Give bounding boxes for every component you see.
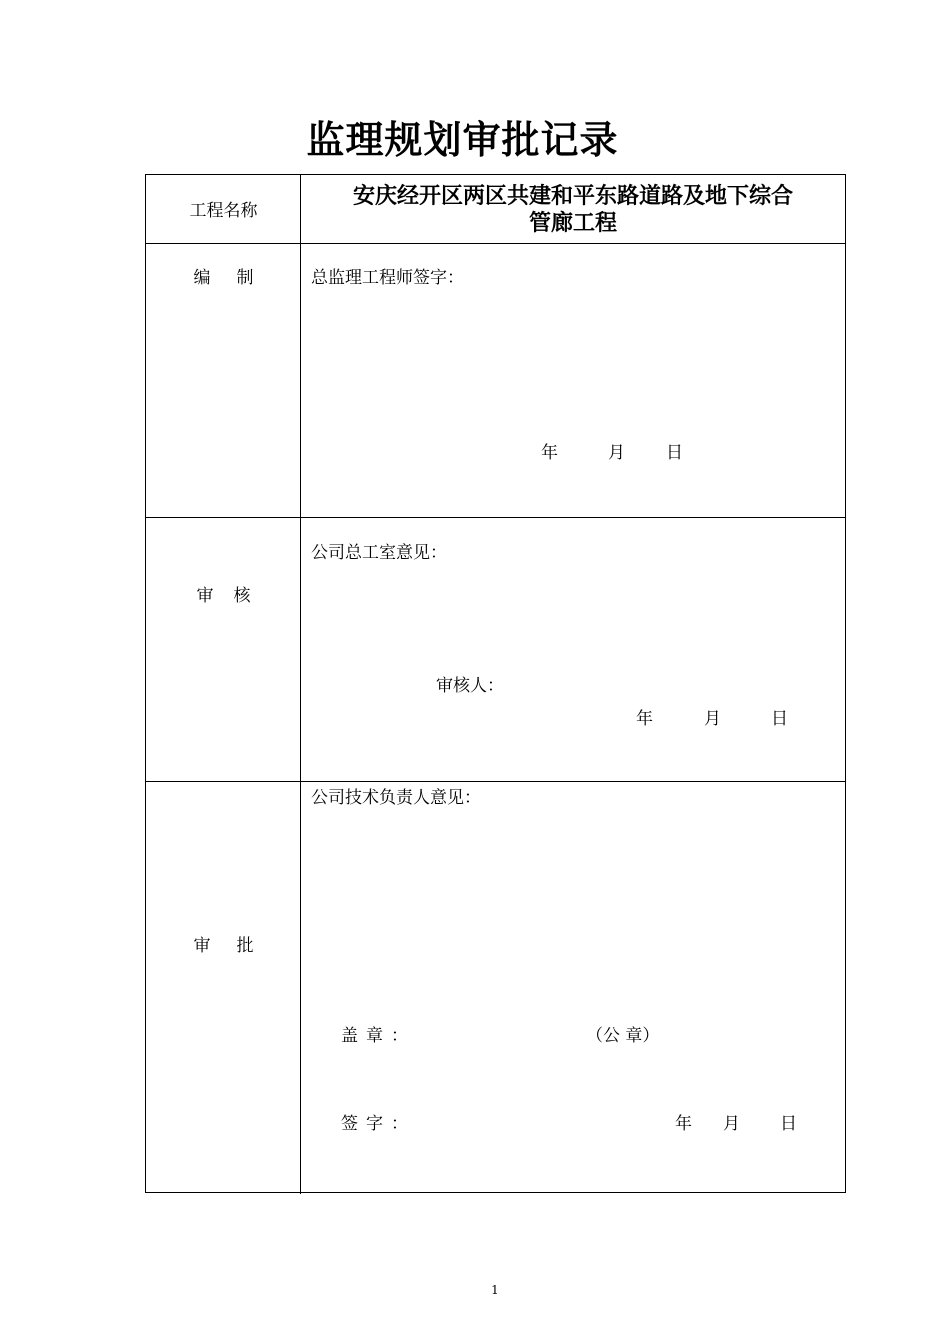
compile-row <box>146 244 845 518</box>
review-date-month: 月 <box>704 709 721 729</box>
review-content-cell <box>301 518 845 781</box>
approve-content-cell <box>301 782 845 1194</box>
approve-date-day: 日 <box>780 1114 797 1134</box>
compile-label: 编制 <box>193 268 280 288</box>
review-date-year: 年 <box>636 709 653 729</box>
review-row <box>146 518 845 782</box>
project-name-cell <box>301 175 845 243</box>
seal-label: 盖章： <box>341 1026 416 1046</box>
sign-label: 签字： <box>341 1114 416 1134</box>
project-name-row <box>146 175 845 244</box>
compile-content-cell <box>301 244 845 517</box>
compile-label-cell <box>146 244 301 517</box>
compile-date-year: 年 <box>541 443 558 463</box>
page-number: 1 <box>491 1283 499 1297</box>
approve-row <box>146 782 845 1194</box>
approve-date-month: 月 <box>723 1114 740 1134</box>
project-name <box>301 183 845 237</box>
approval-form-table <box>145 174 846 1193</box>
review-label-cell <box>146 518 301 781</box>
company-seal-placeholder: （公 章） <box>586 1026 660 1046</box>
document-title: 监理规划审批记录 <box>306 118 619 162</box>
review-label: 审核 <box>196 586 271 606</box>
compile-date-day: 日 <box>666 443 683 463</box>
project-name-line1: 安庆经开区两区共建和平东路道路及地下综合 <box>352 184 793 209</box>
project-label: 工程名称 <box>189 201 258 221</box>
project-label-cell <box>146 175 301 243</box>
tech-lead-opinion-prompt: 公司技术负责人意见： <box>311 788 481 808</box>
chief-office-opinion-prompt: 公司总工室意见： <box>311 543 447 563</box>
project-name-line2: 管廊工程 <box>528 211 617 236</box>
approve-label: 审批 <box>193 936 280 956</box>
reviewer-label: 审核人： <box>436 676 504 696</box>
chief-engineer-signature-prompt: 总监理工程师签字： <box>311 268 464 288</box>
approve-date-year: 年 <box>675 1114 692 1134</box>
approve-label-cell <box>146 782 301 1194</box>
review-date-day: 日 <box>771 709 788 729</box>
compile-date-month: 月 <box>608 443 625 463</box>
